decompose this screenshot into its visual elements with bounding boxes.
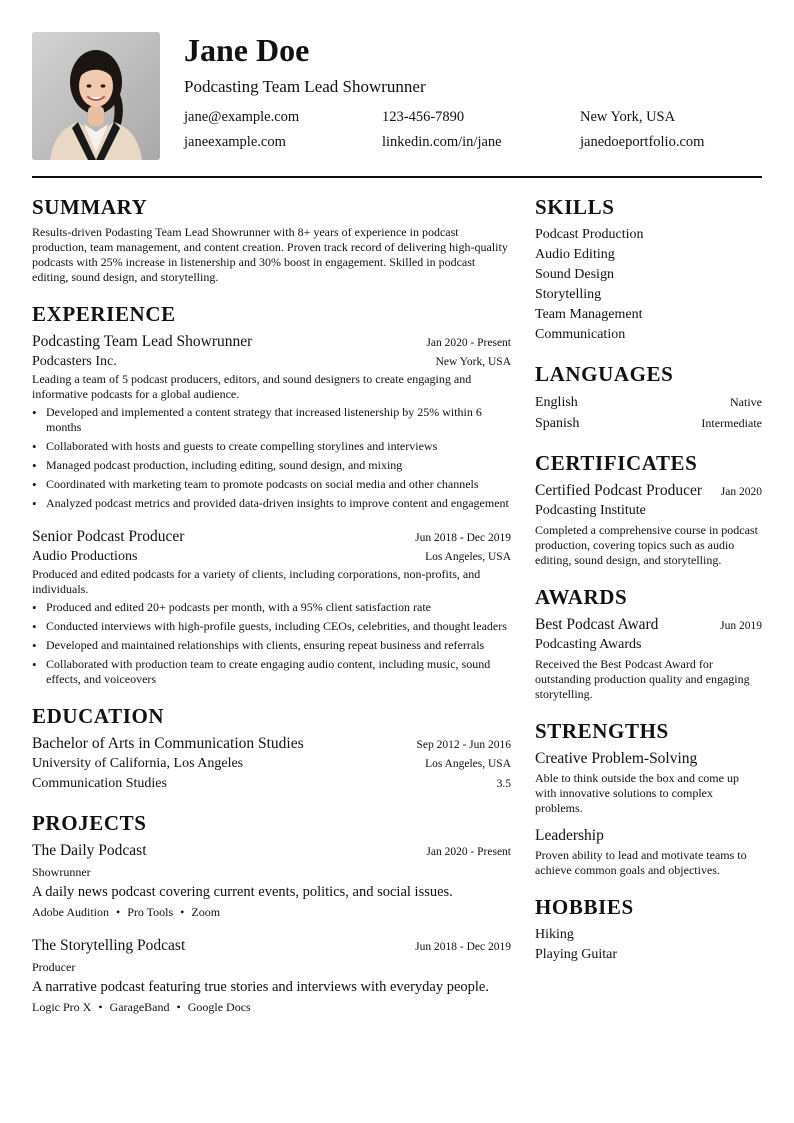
experience-item: [32, 332, 511, 511]
resume-header: [32, 32, 762, 162]
candidate-name: Jane Doe: [184, 32, 310, 68]
project-role: Producer: [32, 960, 76, 974]
summary-heading: SUMMARY: [32, 195, 148, 219]
skill-item: Storytelling: [535, 287, 602, 302]
project-item: [32, 841, 511, 920]
education-section: [32, 703, 511, 794]
job-bullet: • Managed podcast production, including editing, sound design, and mixing: [32, 458, 511, 473]
strength-item: [535, 749, 762, 816]
experience-heading: EXPERIENCE: [32, 302, 176, 326]
language-name: English: [535, 395, 578, 410]
contact-phone[interactable]: 123-456-7890: [382, 109, 465, 125]
strength-item: [535, 826, 762, 878]
summary-text: Results-driven Podasting Team Lead Showrunner with 8+ years of experience in podcast production, team management, and content creation. Proven track record of delivering high-quality podcasts with 25% increase in listenership and 30% boost in engagement. Skilled in podcast editing, sound design, and storytelling.: [32, 225, 508, 284]
project-tool: Adobe Audition: [32, 905, 109, 919]
job-bullet: • Coordinated with marketing team to promote podcasts on social media and other channels: [32, 477, 511, 492]
job-company: Audio Productions: [32, 549, 138, 564]
job-bullets: [32, 405, 511, 511]
candidate-title: Podcasting Team Lead Showrunner: [184, 77, 426, 96]
certificates-section: [535, 450, 762, 568]
job-dates: Jun 2018 - Dec 2019: [415, 532, 511, 544]
strength-description: Able to think outside the box and come up with innovative solutions to complex problems.: [535, 771, 739, 815]
project-tool: Pro Tools: [127, 905, 174, 919]
education-heading: EDUCATION: [32, 704, 165, 728]
job-bullet: • Analyzed podcast metrics and provided data-driven insights to improve content and engagement: [32, 496, 511, 511]
header-divider: [32, 176, 762, 178]
project-item: [32, 936, 511, 1015]
award-date: Jun 2019: [720, 620, 762, 632]
strengths-section: [535, 718, 762, 878]
certificate-issuer: Podcasting Institute: [535, 503, 646, 518]
project-tools: [32, 999, 511, 1015]
certificate-name: Certified Podcast Producer: [535, 482, 703, 499]
contact-location: New York, USA: [580, 109, 676, 125]
left-column: [32, 194, 511, 1031]
summary-section: [32, 194, 511, 285]
education-location: Los Angeles, USA: [425, 758, 511, 770]
job-bullet: • Collaborated with hosts and guests to create compelling storylines and interviews: [32, 439, 511, 454]
job-role: Senior Podcast Producer: [32, 528, 185, 545]
hobbies-section: [535, 894, 762, 965]
project-tool: Zoom: [191, 905, 221, 919]
skill-item: Audio Editing: [535, 247, 615, 262]
education-degree: Bachelor of Arts in Communication Studies: [32, 735, 304, 752]
project-name: The Storytelling Podcast: [32, 937, 186, 954]
experience-section: [32, 301, 511, 687]
projects-section: [32, 810, 511, 1015]
award-description: Received the Best Podcast Award for outstanding production quality and engaging storytelling.: [535, 657, 750, 701]
job-bullet: • Developed and implemented a content strategy that increased listenership by 25% within 6 months: [32, 405, 511, 435]
language-level: Native: [730, 395, 762, 409]
job-bullet: • Conducted interviews with high-profile guests, including CEOs, celebrities, and thought leaders: [32, 619, 511, 634]
project-tool: Logic Pro X: [32, 1000, 92, 1014]
hobby-item: Hiking: [535, 927, 574, 942]
experience-item: [32, 527, 511, 687]
strength-name: Leadership: [535, 827, 604, 844]
tool-separator: •: [180, 905, 185, 919]
awards-heading: AWARDS: [535, 585, 628, 609]
strength-name: Creative Problem-Solving: [535, 750, 698, 767]
tool-separator: •: [176, 1000, 181, 1014]
certificate-description: Completed a comprehensive course in podcast production, covering topics such as audio editing, sound design, and storytelling.: [535, 523, 758, 567]
project-name: The Daily Podcast: [32, 842, 147, 859]
skill-item: Team Management: [535, 307, 643, 322]
project-dates: Jan 2020 - Present: [426, 846, 511, 858]
languages-heading: LANGUAGES: [535, 362, 674, 386]
project-role: Showrunner: [32, 865, 91, 879]
job-company: Podcasters Inc.: [32, 354, 117, 369]
job-bullet: • Produced and edited 20+ podcasts per month, with a 95% client satisfaction rate: [32, 600, 511, 615]
project-description: A narrative podcast featuring true stories and interviews with everyday people.: [32, 979, 489, 995]
education-field: Communication Studies: [32, 776, 167, 791]
skill-item: Communication: [535, 327, 626, 342]
education-school: University of California, Los Angeles: [32, 756, 244, 771]
language-level: Intermediate: [701, 416, 762, 430]
project-tool: Google Docs: [187, 1000, 251, 1014]
strengths-heading: STRENGTHS: [535, 719, 669, 743]
job-bullet: • Developed and maintained relationships with clients, ensuring repeat business and referrals: [32, 638, 511, 653]
award-name: Best Podcast Award: [535, 616, 659, 633]
contact-portfolio[interactable]: janedoeportfolio.com: [580, 134, 705, 150]
project-tools: [32, 904, 511, 920]
contact-website[interactable]: janeexample.com: [184, 134, 286, 150]
skill-item: Podcast Production: [535, 227, 644, 242]
project-tool: GarageBand: [109, 1000, 170, 1014]
right-column: [535, 194, 762, 981]
language-item: [535, 392, 762, 413]
skills-heading: SKILLS: [535, 195, 615, 219]
languages-section: [535, 361, 762, 434]
job-location: New York, USA: [435, 356, 511, 368]
awards-section: [535, 584, 762, 702]
language-name: Spanish: [535, 416, 580, 431]
contact-email[interactable]: jane@example.com: [184, 109, 300, 125]
tool-separator: •: [116, 905, 121, 919]
language-item: [535, 413, 762, 434]
hobbies-heading: HOBBIES: [535, 895, 634, 919]
tool-separator: •: [98, 1000, 103, 1014]
certificate-date: Jan 2020: [720, 486, 762, 498]
strength-description: Proven ability to lead and motivate teams to achieve common goals and objectives.: [535, 848, 747, 877]
certificates-heading: CERTIFICATES: [535, 451, 698, 475]
skills-section: [535, 194, 762, 345]
job-description: Produced and edited podcasts for a variety of clients, including corporations, non-profits, and individuals.: [32, 567, 481, 596]
projects-heading: PROJECTS: [32, 811, 147, 835]
job-bullet: • Collaborated with production team to create engaging audio content, including music, sound effects, and voiceovers: [32, 657, 511, 687]
education-dates: Sep 2012 - Jun 2016: [416, 739, 511, 751]
award-issuer: Podcasting Awards: [535, 637, 642, 652]
job-dates: Jan 2020 - Present: [426, 337, 511, 349]
project-dates: Jun 2018 - Dec 2019: [415, 941, 511, 953]
education-gpa: 3.5: [496, 778, 511, 790]
job-description: Leading a team of 5 podcast producers, editors, and sound designers to create engaging and informative podcasts for a global audience.: [32, 372, 472, 401]
contact-linkedin[interactable]: linkedin.com/in/jane: [382, 134, 502, 150]
profile-photo: [32, 32, 160, 160]
project-description: A daily news podcast covering current events, politics, and social issues.: [32, 884, 453, 900]
job-location: Los Angeles, USA: [425, 551, 511, 563]
job-role: Podcasting Team Lead Showrunner: [32, 333, 253, 350]
skill-item: Sound Design: [535, 267, 614, 282]
job-bullets: [32, 600, 511, 687]
hobby-item: Playing Guitar: [535, 947, 618, 962]
